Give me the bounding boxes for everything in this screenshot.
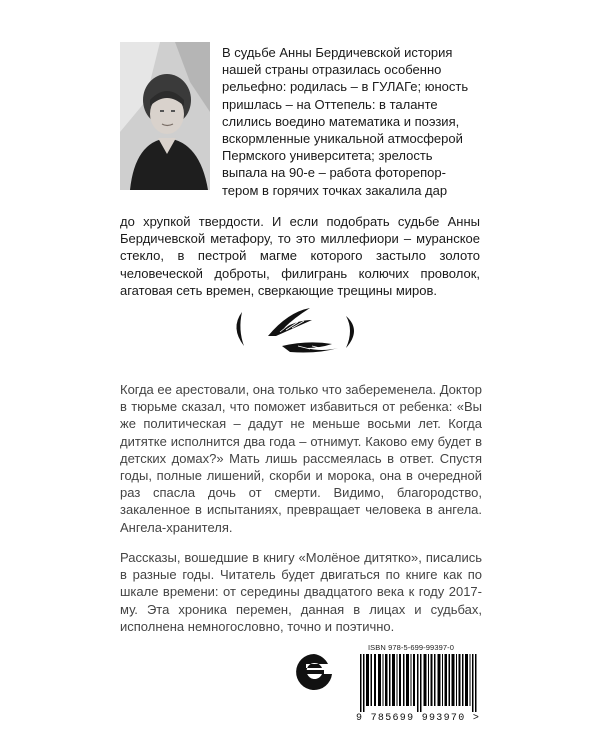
intro-line: тером в горячих точках закалила дар <box>222 182 448 198</box>
publisher-logo-icon <box>292 650 336 694</box>
isbn-label: ISBN 978-5-699-99397-0 <box>368 643 455 652</box>
intro-line: вскормленные уникальной атмосферой <box>222 131 463 147</box>
intro-line: рельефно: родилась – в ГУЛАГе; юность <box>222 79 469 95</box>
intro-line: нашей страны отразилась особенно <box>222 62 442 78</box>
author-portrait-photo <box>120 42 210 190</box>
intro-line: В судьбе Анны Бердичевской история <box>222 45 453 60</box>
book-description-paragraph: Рассказы, вошедшие в книгу «Молёное дитятко», писались в разные годы. Читатель будет двигаться по книге как по шкале времени: от середины двадцатого века к году 2017-му. Эта хроника перемен, данная в лицах и судьбах, исполнена немногословно, точно и поэтично. <box>120 550 482 634</box>
intro-text-top <box>222 44 480 199</box>
intro-text-continuation: до хрупкой твердости. И если подобрать судьбе Анны Бердичевской метафору, то это миллефиори – муранское стекло, в пестрой магме которого застыло золото человеческой доброты, филигрань колючих проволок, агатовая сеть времен, сверкающие трещины миров. <box>120 214 480 298</box>
barcode-number: 9 785699 993970 > <box>356 713 481 724</box>
intro-line: выпала на 90-е – работа фоторепор- <box>222 165 446 181</box>
feather-ornament-icon <box>228 306 364 354</box>
intro-line: слились воедино математика и поэзия, <box>222 113 460 129</box>
story-paragraph: Когда ее арестовали, она только что забеременела. Доктор в тюрьме сказал, что поможет избавиться от ребенка: «Вы же политическая – дадут не меньше восьми лет. Когда дитятке исполнится два года – отнимут. Каково ему будет в детских домах?» Мать лишь рассмеялась в ответ. Спустя годы, полные лишений, скорби и морока, она в очередной раз спасла дочь от смерти. Видимо, благородство, закаленное в испытаниях, превращает человека в ангела. Ангела-хранителя. <box>120 382 482 535</box>
barcode-icon <box>360 654 480 712</box>
intro-line: пришлась – на Оттепель: в таланте <box>222 96 438 112</box>
intro-line: Пермского университета; зрелость <box>222 148 433 164</box>
